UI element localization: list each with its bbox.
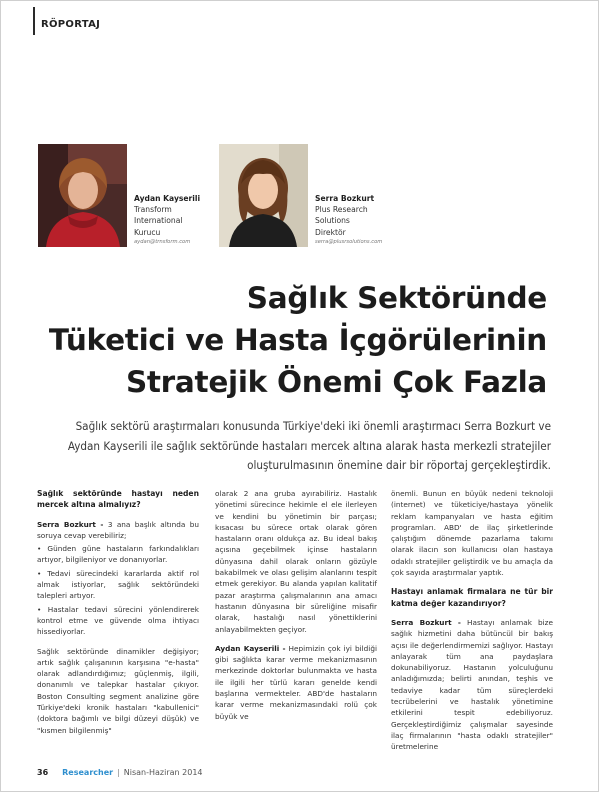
bio-aydan-kayserili [134, 193, 200, 247]
text-column-1 [37, 488, 199, 744]
bullet-item: • Tedavi sürecindeki kararlarda aktif rol almak istiyorlar, sağlık sektöründeki talepleri artıyor. [37, 568, 199, 601]
person-company: Plus Research [315, 205, 368, 215]
body-paragraph: önemli. Bunun en büyük nedeni teknoloji (internet) ve tüketiciye/hastaya yönelik reklam kampanyaları ve hasta eğitim programları. ABD' de ilaç şirketlerinde çalıştığım dönemde pazarlama takımı olarak ilacın son kullanıcısı olan hastaya odaklı stratejiler geliştirdik ve bu amaçla da çok sayıda araştırmalar yaptık. [391, 489, 553, 578]
person-email: serra@plusrsolutions.com [315, 238, 383, 245]
person-role: Kurucu [134, 227, 161, 237]
article-title [49, 277, 547, 403]
title-line: Stratejik Önemi Çok Fazla [125, 365, 547, 399]
issue-date: Nisan-Haziran 2014 [123, 768, 203, 777]
person-company: International [134, 216, 183, 226]
footer-separator: | [117, 768, 120, 777]
section-marker [33, 7, 35, 35]
answer-text: Hepimizin çok iyi bildiği gibi sağlıkta karar verme mekanizmasının merkezinde doktorlar bulunmakta ve hasta ile ilgili her türlü kararı genelde kendi başlarına vermekteler. ABD'de hastaların karar verme mekanizmasındaki rolü çok büyük ve [215, 643, 377, 721]
person-company: Transform [134, 205, 172, 215]
bullet-item: • Hastalar tedavi sürecini yönlendirerek kontrol etme ve güvende olma ihtiyacı hissediyorlar. [37, 604, 199, 637]
question: Hastayı anlamak firmalara ne tür bir katma değer kazandırıyor? [391, 587, 553, 608]
photo-aydan-kayserili [38, 144, 127, 247]
title-line: Tüketici ve Hasta İçgörülerinin [48, 323, 547, 357]
question: Sağlık sektöründe hastayı neden mercek altına almalıyız? [37, 489, 199, 510]
answer-paragraph [37, 519, 199, 542]
body-paragraph: olarak 2 ana gruba ayırabiliriz. Hastalık yönetimi sürecince hekimle el ele ilerleyen ve kendini bu yönetimin bir parçası; kısacası bu sürece ortak olarak gören hastaların oranı oldukça az. Bu ideal bakış açısına geçebilmek içinse hastaların dünyasına dahil olarak onların gözüyle bakabilmek ve olası gelişim alanlarını tespit etmek gerekiyor. Bu alanda yapılan kalitatif pazar araştırma çalışmalarının ana amacı hastanın dünyasına bir süreliğine misafir olarak, hastalığı nasıl yönettiklerini anlayabilmekten geçiyor. [215, 489, 377, 634]
speaker-name: Serra Bozkurt - [391, 617, 461, 627]
bullet-item: • Günden güne hastaların farkındalıkları artıyor, bilgileniyor ve donanıyorlar. [37, 544, 199, 565]
answer-text: Hastayı anlamak bize sağlık hizmetini daha bütüncül bir bakış açısı ile değerlendirmemizi sağlıyor. Hastayı anlayarak tüm ana paydaşlara dokunabiliyoruz. Hastanın yolculuğunu anladığımızda; belirti anından, teşhis ve tedaviye kadar tüm süreçlerdeki tecrübelerini ve hastalık yönetimine etkilerini tespit edebiliyoruz. Gerçekleştirdiğimiz çalışmalar sayesinde ilaç firmalarının "hasta odaklı stratejiler" üretmelerine [391, 617, 553, 752]
title-line: Sağlık Sektöründe [246, 281, 547, 315]
person-email: aydan@trnsform.com [134, 238, 191, 245]
text-column-3 [391, 488, 553, 761]
speaker-name: Serra Bozkurt - [37, 519, 104, 529]
answer-paragraph [391, 617, 553, 753]
article-lead: Sağlık sektörü araştırmaları konusunda Türkiye'deki iki önemli araştırmacı Serra Bozkurt ve Aydan Kayserili ile sağlık sektöründe hastaları mercek altına alarak hasta merkezli stratejiler oluşturulmasının önemine dair bir röportaj gerçekleştirdik. [67, 419, 551, 472]
page-footer [37, 768, 203, 777]
photo-serra-bozkurt [219, 144, 308, 247]
text-column-2 [215, 488, 377, 730]
answer-paragraph [215, 643, 377, 722]
person-name: Serra Bozkurt [315, 194, 375, 203]
page-number: 36 [37, 768, 49, 777]
speaker-name: Aydan Kayserili - [215, 643, 286, 653]
person-company: Solutions [315, 216, 350, 226]
bio-serra-bozkurt [315, 193, 382, 247]
section-label: RÖPORTAJ [41, 19, 101, 30]
person-role: Direktör [315, 227, 346, 237]
magazine-logo: Researcher [62, 768, 114, 777]
answer-text: 3 ana başlık altında bu soruya cevap verebiliriz; [37, 519, 200, 540]
body-paragraph: Sağlık sektöründe dinamikler değişiyor; artık sağlık çalışanının karşısına "e-hasta" olarak adlandırdığımız; güçlenmiş, ilgili, donanımlı ve talepkar hastalar çıkıyor. Boston Consulting segment analizine göre Türkiye'deki kronik hastaları "kabullenici" (doktora bağımlı ve bilgi düzeyi düşük) ve "kısmen bilgilenmiş" [37, 646, 199, 735]
person-name: Aydan Kayserili [134, 194, 201, 203]
